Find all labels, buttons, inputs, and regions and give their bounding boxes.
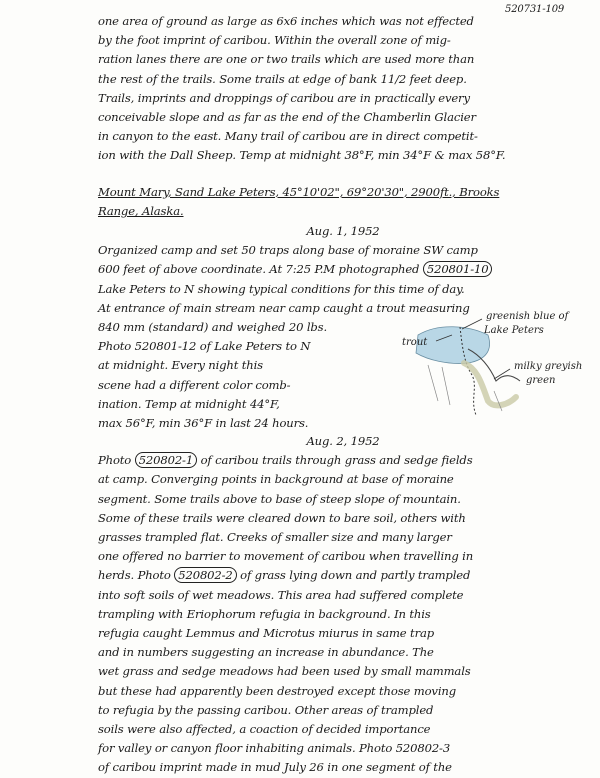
intro-line: by the foot imprint of caribou. Within the overall zone of mig- — [98, 33, 451, 48]
entry-line: into soft soils of wet meadows. This area had suffered complete — [98, 587, 464, 602]
entry-text: 600 feet of above coordinate. At 7:25 P.M photographed — [98, 262, 420, 277]
location-line: Range, Alaska. — [98, 204, 184, 219]
entry-line — [98, 451, 588, 470]
entry-line: scene had a different color comb- — [98, 377, 291, 392]
entry-line — [98, 260, 588, 279]
entry-line: Some of these trails were cleared down to bare soil, others with — [98, 510, 466, 525]
intro-line: in canyon to the east. Many trail of caribou are in direct competit- — [98, 129, 478, 144]
entry-text: of caribou trails through grass and sedge fields — [200, 453, 473, 468]
entry-line: at camp. Converging points in background at base of moraine — [98, 472, 454, 487]
intro-line: Trails, imprints and droppings of caribou are in practically every — [98, 90, 470, 105]
intro-line: one area of ground as large as 6x6 inches which was not effected — [98, 14, 474, 28]
entry-line: At entrance of main stream near camp caught a trout measuring — [98, 300, 470, 315]
page-id: 520731-109 — [505, 4, 565, 15]
entry-line: grasses trampled flat. Creeks of smaller size and many larger — [98, 530, 452, 545]
intro-line: ion with the Dall Sheep. Temp at midnight 38°F, min 34°F & max 58°F. — [98, 148, 506, 163]
entry-line: wet grass and sedge meadows had been used by small mammals — [98, 664, 471, 679]
intro-line: the rest of the trails. Some trails at edge of bank 11/2 feet deep. — [98, 71, 467, 86]
entry-line: but these had apparently been destroyed except those moving — [98, 683, 456, 698]
entry-line: Lake Peters to N showing typical conditions for this time of day. — [98, 281, 465, 296]
entry-line: 840 mm (standard) and weighed 20 lbs. — [98, 320, 327, 335]
sketch-label-lake: Lake Peters — [484, 325, 544, 336]
photo-id-badge: 520802-1 — [135, 452, 197, 468]
entry-date: Aug. 1, 1952 — [306, 224, 380, 238]
entry-date: Aug. 2, 1952 — [306, 434, 380, 448]
intro-paragraph — [98, 12, 505, 166]
photo-id-badge: 520802-2 — [174, 567, 236, 583]
entry-line: refugia caught Lemmus and Microtus miurus in same trap — [98, 626, 434, 641]
entry-text: of grass lying down and partly trampled — [240, 568, 471, 583]
entry-line: and in numbers suggesting an increase in abundance. The — [98, 645, 434, 660]
entry-line: to refugia by the passing caribou. Other areas of trampled — [98, 702, 434, 717]
entry-aug-2 — [98, 432, 588, 778]
entry-line: trampling with Eriophorum refugia in background. In this — [98, 606, 431, 621]
sketch-label-trout: trout — [402, 337, 428, 348]
entry-line: at midnight. Every night this — [98, 358, 263, 373]
entry-line: ination. Temp at midnight 44°F, — [98, 396, 280, 411]
sketch-label-milky: milky greyish — [514, 361, 583, 372]
greenish-pointer — [462, 319, 482, 329]
milky-pointer — [494, 369, 510, 379]
sketch-label-greenish: greenish blue of — [486, 311, 569, 322]
entry-line: one offered no barrier to movement of caribou when travelling in — [98, 549, 474, 564]
location-heading — [98, 183, 499, 221]
entry-text: Photo — [137, 568, 171, 583]
entry-line — [98, 566, 588, 585]
entry-line: of caribou imprint made in mud July 26 in one segment of the — [98, 760, 452, 775]
intro-line: ration lanes there are one or two trails which are used more than — [98, 52, 475, 67]
entry-line: soils were also affected, a coaction of decided importance — [98, 722, 431, 737]
location-line: Mount Mary, Sand Lake Peters, 45°10'02", 69°20'30", 2900ft., Brooks — [98, 185, 500, 199]
entry-line: Photo 520801-12 of Lake Peters to N — [98, 339, 311, 354]
lake-sketch — [398, 305, 598, 425]
entry-line: segment. Some trails above to base of steep slope of mountain. — [98, 491, 461, 506]
photo-id-badge: 520801-10 — [423, 261, 493, 277]
entry-line: for valley or canyon floor inhabiting animals. Photo 520802-3 — [98, 741, 451, 756]
entry-line: Organized camp and set 50 traps along base of moraine SW camp — [98, 243, 478, 258]
entry-text: Photo — [98, 453, 132, 468]
entry-line: max 56°F, min 36°F in last 24 hours. — [98, 416, 309, 431]
intro-line: conceivable slope and as far as the end of the Chamberlin Glacier — [98, 110, 476, 125]
sketch-label-green: green — [526, 375, 556, 386]
entry-text: herds. — [98, 568, 135, 583]
